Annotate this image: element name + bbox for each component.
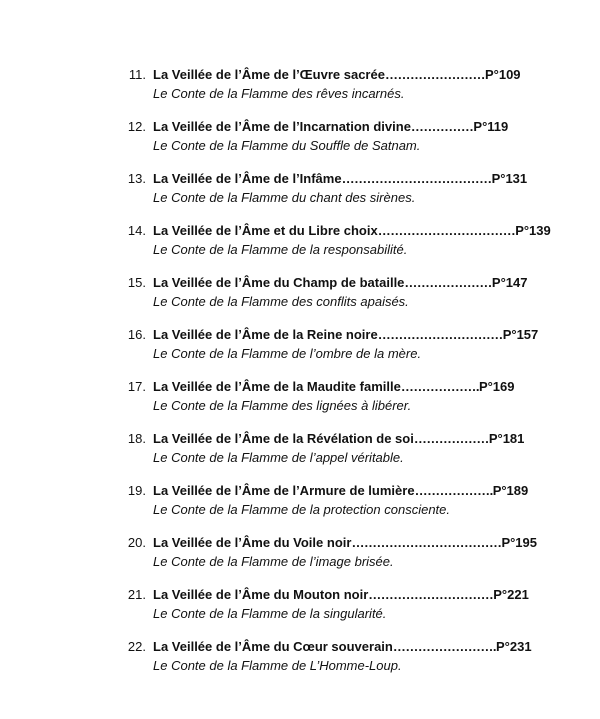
entry-title: La Veillée de l’Âme de l’Armure de lumière [153,483,415,498]
entry-title: La Veillée de l’Âme du Champ de bataille [153,275,405,290]
entry-number: 20. [127,535,146,550]
table-of-contents [0,66,600,690]
entry-title-line [153,326,539,344]
entry-title: La Veillée de l’Âme de la Reine noire [153,327,378,342]
entry-page-number: P°131 [491,171,528,186]
entry-title: La Veillée de l’Âme de l’Incarnation divine [153,119,411,134]
toc-entry-22 [0,638,600,690]
entry-subtitle: Le Conte de la Flamme des lignées à libérer. [153,398,412,413]
toc-entry-21 [0,586,600,638]
entry-page-number: P°157 [502,327,539,342]
dot-leader: ………………. [400,379,479,394]
toc-entry-17 [0,378,600,430]
toc-entry-18 [0,430,600,482]
toc-entry-14 [0,222,600,274]
dot-leader: ………………………… [377,327,503,342]
dot-leader: ………………. [414,483,493,498]
dot-leader: ……………………………… [351,535,502,550]
entry-page-number: P°169 [478,379,515,394]
entry-number: 19. [127,483,146,498]
entry-subtitle: Le Conte de la Flamme de la protection consciente. [153,502,451,517]
entry-title-line [153,378,515,396]
dot-leader: ………………… [404,275,492,290]
entry-number: 17. [127,379,146,394]
entry-title-line [153,118,509,136]
entry-title: La Veillée de l’Âme et du Libre choix [153,223,378,238]
entry-title-line [153,430,525,448]
dot-leader: ………………………… [368,587,494,602]
entry-page-number: P°189 [492,483,529,498]
entry-title-line [153,638,532,656]
entry-page-number: P°147 [491,275,528,290]
entry-page-number: P°221 [493,587,529,602]
entry-title-line [153,534,537,552]
entry-subtitle: Le Conte de la Flamme de l’image brisée. [153,554,394,569]
dot-leader: …………………… [384,67,485,82]
entry-subtitle: Le Conte de la Flamme des rêves incarnés. [153,86,405,101]
entry-subtitle: Le Conte de la Flamme de la responsabilité. [153,242,408,257]
entry-title: La Veillée de l’Âme du Mouton noir [153,587,369,602]
toc-entry-13 [0,170,600,222]
entry-page-number: P°109 [484,67,521,82]
entry-title-line [153,482,529,500]
entry-subtitle: Le Conte de la Flamme de l’appel véritable. [153,450,404,465]
dot-leader: ……………… [413,431,489,446]
entry-page-number: P°119 [473,119,509,134]
toc-entry-20 [0,534,600,586]
toc-entry-16 [0,326,600,378]
dot-leader: …………… [410,119,474,134]
dot-leader: ……………………. [392,639,496,654]
entry-title-line [153,222,551,240]
entry-title: La Veillée de l’Âme de la Révélation de soi [153,431,414,446]
toc-entry-15 [0,274,600,326]
entry-title: La Veillée de l’Âme du Voile noir [153,535,352,550]
entry-title: La Veillée de l’Âme de la Maudite famille [153,379,401,394]
entry-title-line [153,170,528,188]
entry-subtitle: Le Conte de la Flamme de L’Homme-Loup. [153,658,402,673]
entry-number: 15. [127,275,146,290]
entry-page-number: P°139 [515,223,551,238]
entry-title: La Veillée de l’Âme du Cœur souverain [153,639,393,654]
entry-number: 22. [127,639,146,654]
entry-page-number: P°181 [488,431,525,446]
entry-page-number: P°195 [501,535,537,550]
entry-title-line [153,274,528,292]
entry-title-line [153,586,529,604]
entry-subtitle: Le Conte de la Flamme du Souffle de Satnam. [153,138,421,153]
entry-title: La Veillée de l’Âme de l’Infâme [153,171,342,186]
entry-number: 11. [128,67,146,82]
entry-subtitle: Le Conte de la Flamme du chant des sirènes. [153,190,416,205]
entry-number: 13. [127,171,146,186]
entry-number: 18. [127,431,146,446]
dot-leader: ……………………………… [341,171,492,186]
toc-entry-12 [0,118,600,170]
dot-leader: …………………………… [377,223,516,238]
entry-subtitle: Le Conte de la Flamme de la singularité. [153,606,387,621]
entry-page-number: P°231 [495,639,532,654]
entry-subtitle: Le Conte de la Flamme de l’ombre de la mère. [153,346,422,361]
entry-title: La Veillée de l’Âme de l’Œuvre sacrée [153,67,385,82]
entry-number: 21. [127,587,146,602]
entry-number: 12. [127,119,146,134]
toc-entry-11 [0,66,600,118]
entry-title-line [153,66,521,84]
toc-entry-19 [0,482,600,534]
entry-number: 16. [127,327,146,342]
entry-number: 14. [127,223,146,238]
entry-subtitle: Le Conte de la Flamme des conflits apaisés. [153,294,409,309]
